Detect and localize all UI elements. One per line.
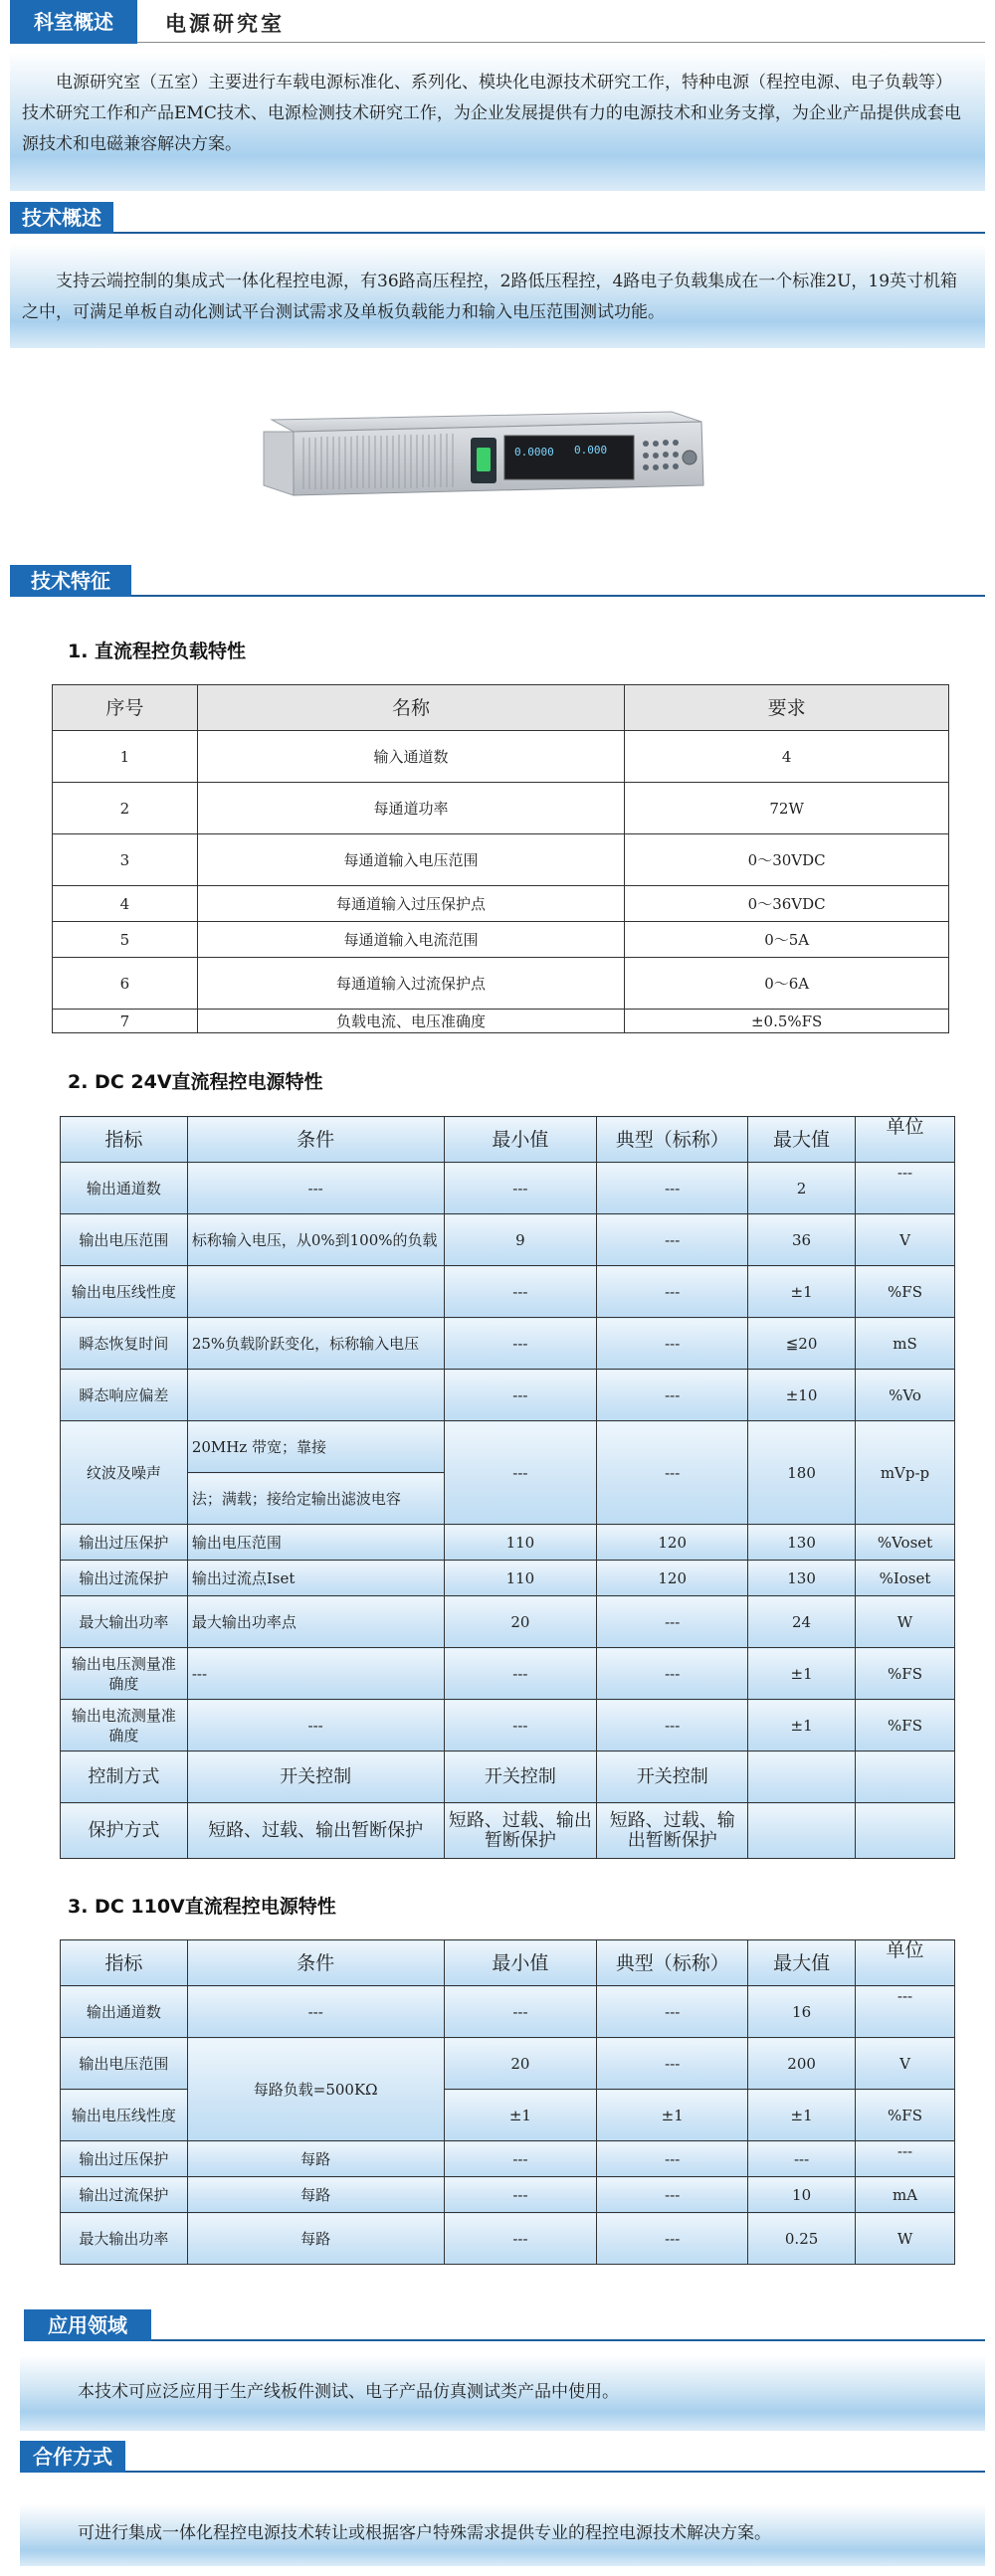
- section-tag-applications: 应用领域: [24, 2309, 151, 2341]
- table-row: 3 每通道输入电压范围 0～30VDC: [53, 834, 949, 886]
- th-index: 序号: [53, 685, 198, 731]
- display-readout-2: 0.000: [574, 444, 608, 457]
- table-row: 控制方式 开关控制 开关控制 开关控制: [61, 1751, 955, 1803]
- table-row: 最大输出功率 最大输出功率点 20 --- 24 W: [61, 1596, 955, 1648]
- table-row: 输出电压范围 标称输入电压，从0%到100%的负载 9 --- 36 V: [61, 1214, 955, 1266]
- cooperation-text: 可进行集成一体化程控电源技术转让或根据客户特殊需求提供专业的程控电源技术解决方案。: [78, 2523, 771, 2543]
- section-tag-overview: 科室概述: [10, 0, 137, 44]
- table-row: 6 每通道输入过流保护点 0～6A: [53, 958, 949, 1010]
- table-row: 2 每通道功率 72W: [53, 783, 949, 834]
- page-title: 电源研究室: [165, 11, 285, 36]
- section-rule: [113, 232, 985, 234]
- table-row: 输出电压测量准确度 --- --- --- ±1 %FS: [61, 1648, 955, 1700]
- product-image: [254, 406, 721, 501]
- table-row: 纹波及噪声 20MHz 带宽；靠接 --- --- 180 mVp-p: [61, 1421, 955, 1473]
- section1-title: 1. 直流程控负载特性: [68, 641, 247, 662]
- dc110v-spec-table: 指标 条件 最小值 典型（标称） 最大值 单位 输出通道数 --- --- --- 16 --- 输出电压范围 每路负载=500KΩ 20 --- 200 V 输出电压线性度 ±1 ±1 ±1 %FS 输出过压保护 每路 --- --- --- --- 输出过流保护 每路 --- --- 10 mA 最大输出功率 每路 --- --- 0.25 W: [60, 1939, 955, 2265]
- overview-text: 电源研究室（五室）主要进行车载电源标准化、系列化、模块化电源技术研究工作，特种电源（程控电源、电子负载等）技术研究工作和产品EMC技术、电源检测技术研究工作，为企业发展提供有力的电源技术和业务支撑，为企业产品提供成套电源技术和电磁兼容解决方案。: [22, 73, 961, 154]
- table-row: 瞬态恢复时间 25%负载阶跃变化，标称输入电压 --- --- ≦20 mS: [61, 1318, 955, 1370]
- table-row: 输出电压范围 每路负载=500KΩ 20 --- 200 V: [61, 2038, 955, 2090]
- section2-title: 2. DC 24V直流程控电源特性: [68, 1071, 323, 1093]
- table-row: 法；满载；接给定输出滤波电容: [61, 1473, 955, 1525]
- table-row: 1 输入通道数 4: [53, 731, 949, 783]
- table-row: 输出通道数 --- --- --- 2 ---: [61, 1163, 955, 1214]
- section-tag-tech-overview: 技术概述: [10, 202, 113, 234]
- applications-text: 本技术可应泛应用于生产线板件测试、电子产品仿真测试类产品中使用。: [78, 2382, 619, 2402]
- th-requirement: 要求: [625, 685, 949, 731]
- tech-overview-text: 支持云端控制的集成式一体化程控电源，有36路高压程控，2路低压程控，4路电子负载集成在一个标准2U，19英寸机箱之中，可满足单板自动化测试平台测试需求及单板负载能力和输入电压范围测试功能。: [22, 272, 958, 322]
- th-name: 名称: [197, 685, 624, 731]
- table-row: 输出电流测量准确度 --- --- --- ±1 %FS: [61, 1700, 955, 1751]
- section-rule: [125, 2471, 985, 2473]
- table-row: 输出过压保护 每路 --- --- --- ---: [61, 2141, 955, 2177]
- table-row: 7 负载电流、电压准确度 ±0.5%FS: [53, 1010, 949, 1033]
- table-row: 输出电压线性度 ±1 ±1 ±1 %FS: [61, 2090, 955, 2141]
- section-tag-cooperation: 合作方式: [20, 2441, 125, 2473]
- table-row: 4 每通道输入过压保护点 0～36VDC: [53, 886, 949, 922]
- table-row: 输出电压线性度 --- --- ±1 %FS: [61, 1266, 955, 1318]
- table-row: 输出过流保护 输出过流点Iset 110 120 130 %Ioset: [61, 1561, 955, 1596]
- dc24v-spec-table: 指标 条件 最小值 典型（标称） 最大值 单位 输出通道数 --- --- --- 2 --- 输出电压范围 标称输入电压，从0%到100%的负载 9 --- 36 V 输出电压线性度 --- --- ±1 %FS 瞬态恢复时间 25%负载阶跃变化，标称输入电压 --- --- ≦20 mS 瞬态响应偏差 --- --- ±10 %Vo 纹波及噪声 20MHz 带宽；靠接 --- --- 180 mVp-p 法；满载；接给定输出滤波电容 输出过压保护 输出电压范围 110 120 130 %Voset 输出过流保护 输出过流点Iset 110 120 130 %Ioset 最大输出功率 最大输出功率点 20 --- 24 W 输出电压测量准确度 --- --- --- ±1 %FS 输出电流测量准确度 --- --- --- ±1 %FS 控制方式 开关控制 开关控制 开关控制 保护方式 短路、过载、输出暂断保护 短路、过载、输出暂断保护 短路、过载、输出暂断保护: [60, 1116, 955, 1859]
- table-row: 5 每通道输入电流范围 0～5A: [53, 922, 949, 958]
- section-rule: [131, 595, 985, 597]
- section3-title: 3. DC 110V直流程控电源特性: [68, 1896, 336, 1918]
- table-row: 输出通道数 --- --- --- 16 ---: [61, 1986, 955, 2038]
- display-readout-1: 0.0000: [514, 446, 554, 459]
- table-row: 最大输出功率 每路 --- --- 0.25 W: [61, 2213, 955, 2265]
- table-row: 输出过流保护 每路 --- --- 10 mA: [61, 2177, 955, 2213]
- title-underline: [137, 42, 985, 43]
- section-tag-features: 技术特征: [10, 565, 131, 597]
- section-rule: [151, 2339, 985, 2341]
- table-row: 输出过压保护 输出电压范围 110 120 130 %Voset: [61, 1525, 955, 1561]
- table-row: 保护方式 短路、过载、输出暂断保护 短路、过载、输出暂断保护 短路、过载、输出暂断保护: [61, 1803, 955, 1859]
- table-row: 瞬态响应偏差 --- --- ±10 %Vo: [61, 1370, 955, 1421]
- load-spec-table: [52, 684, 949, 1033]
